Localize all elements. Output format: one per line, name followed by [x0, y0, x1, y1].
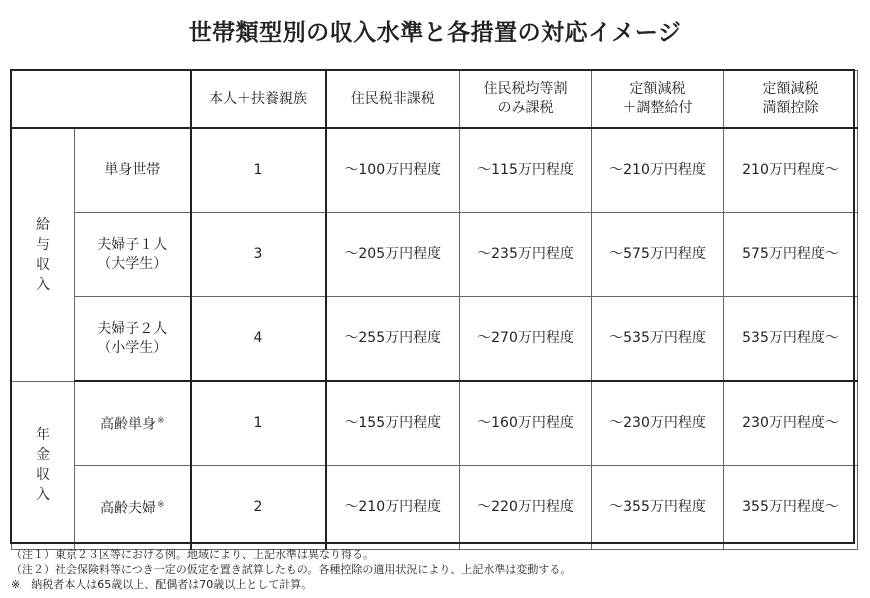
cell-c2: ～235万円程度 — [460, 213, 592, 297]
footnote-3: ※ 納税者本人は65歳以上、配偶者は70歳以上として計算。 — [11, 578, 313, 591]
header-count — [191, 71, 326, 129]
header-col4-line2: 満額控除 — [762, 100, 819, 116]
cell-c2: ～115万円程度 — [460, 128, 592, 213]
row-count: 4 — [191, 297, 326, 382]
row-label-text: 単身世帯 — [104, 162, 161, 178]
row-count: 1 — [191, 128, 326, 213]
row-label — [75, 213, 191, 297]
income-table — [11, 70, 858, 550]
page-title: 世帯類型別の収入水準と各措置の対応イメージ — [188, 20, 682, 46]
cell-c1: ～155万円程度 — [326, 381, 460, 466]
footnote-2: （注２）社会保険料等につき一定の仮定を置き試算したもの。各種控除の適用状況により、上記水準は変動する。 — [11, 563, 572, 576]
cell-c2: ～270万円程度 — [460, 297, 592, 382]
table-row — [12, 466, 858, 550]
cell-c3: ～210万円程度 — [592, 128, 724, 213]
footnote-1: （注１）東京２３区等における例。地域により、上記水準は異なり得る。 — [11, 548, 374, 561]
table-row — [12, 128, 858, 213]
cell-c2: ～220万円程度 — [460, 466, 592, 550]
row-label-sub: （小学生） — [97, 339, 168, 356]
header-col4-line1: 定額減税 — [762, 81, 819, 97]
header-col4 — [724, 71, 858, 129]
header-col2-line2: のみ課税 — [497, 100, 554, 116]
row-label-sub: （大学生） — [97, 255, 168, 272]
group-salary-label: 給与収入 — [36, 216, 50, 293]
cell-c3: ～535万円程度 — [592, 297, 724, 382]
header-col2 — [460, 71, 592, 129]
cell-c1: ～100万円程度 — [326, 128, 460, 213]
row-label-text: 高齢夫婦 — [99, 500, 156, 517]
header-col3-line1: 定額減税 — [629, 81, 686, 97]
cell-c3: ～575万円程度 — [592, 213, 724, 297]
cell-c2: ～160万円程度 — [460, 381, 592, 466]
cell-c4: 575万円程度～ — [724, 213, 858, 297]
cell-c1: ～255万円程度 — [326, 297, 460, 382]
cell-c4: 535万円程度～ — [724, 297, 858, 382]
cell-c4: 210万円程度～ — [724, 128, 858, 213]
group-pension-label: 年金収入 — [36, 427, 50, 504]
header-count-text: 本人＋扶養親族 — [209, 90, 307, 107]
row-label-text: 夫婦子１人 — [97, 236, 168, 253]
header-row — [12, 71, 858, 129]
row-label — [75, 466, 191, 550]
row-count: 2 — [191, 466, 326, 550]
note-mark: ※ — [156, 500, 165, 511]
table-row — [12, 381, 858, 466]
header-col3-line2: ＋調整給付 — [622, 100, 693, 116]
note-mark: ※ — [156, 416, 165, 427]
cell-c1: ～210万円程度 — [326, 466, 460, 550]
header-col1-text: 住民税非課税 — [350, 90, 435, 107]
row-label-text: 夫婦子２人 — [97, 320, 168, 337]
cell-c4: 355万円程度～ — [724, 466, 858, 550]
header-col3 — [592, 71, 724, 129]
group-salary — [12, 128, 75, 381]
cell-c3: ～355万円程度 — [592, 466, 724, 550]
cell-c3: ～230万円程度 — [592, 381, 724, 466]
cell-c1: ～205万円程度 — [326, 213, 460, 297]
header-col2-line1: 住民税均等割 — [483, 81, 568, 97]
group-pension — [12, 381, 75, 550]
row-count: 1 — [191, 381, 326, 466]
cell-c4: 230万円程度～ — [724, 381, 858, 466]
header-col1 — [326, 71, 460, 129]
row-label — [75, 128, 191, 213]
row-label — [75, 297, 191, 382]
table-row — [12, 213, 858, 297]
row-count: 3 — [191, 213, 326, 297]
row-label-text: 高齢単身 — [99, 416, 156, 433]
row-label — [75, 381, 191, 466]
header-corner — [12, 71, 191, 129]
footnotes — [11, 547, 861, 592]
table-row — [12, 297, 858, 382]
